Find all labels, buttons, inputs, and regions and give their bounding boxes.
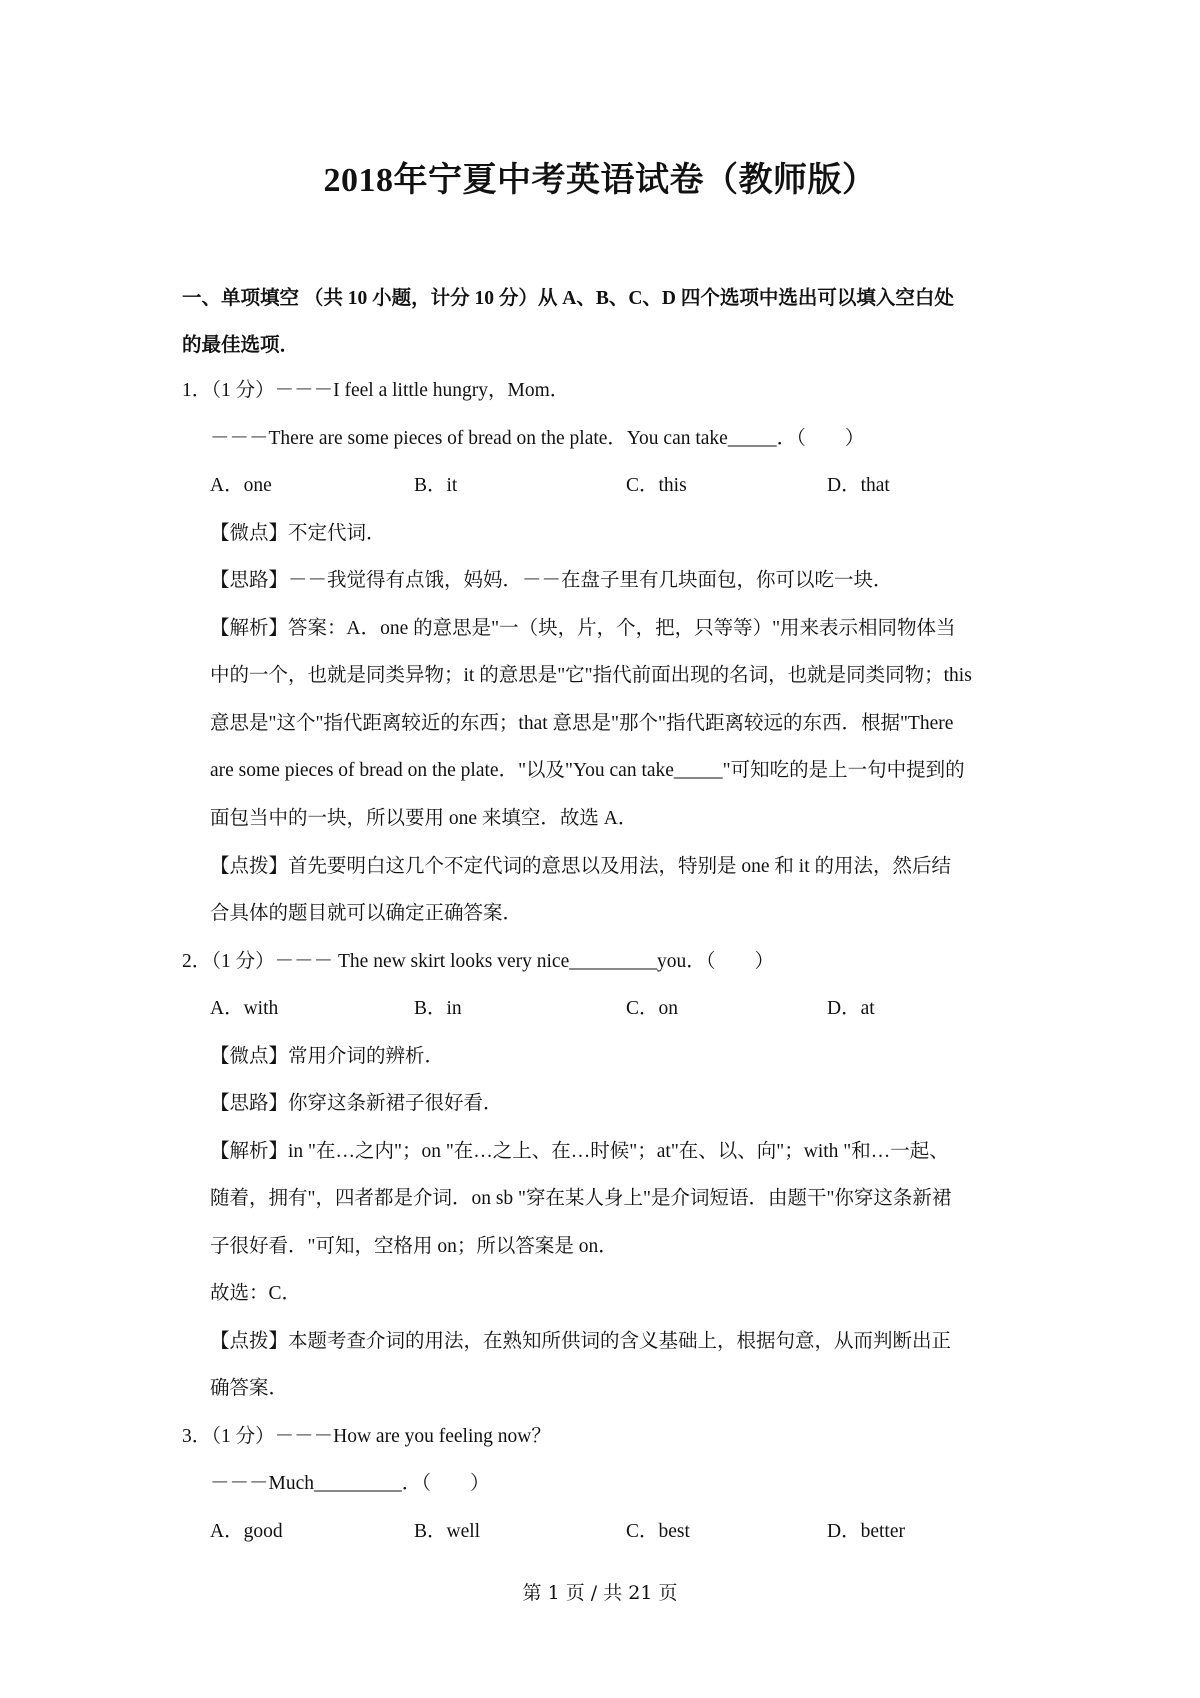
q3-option-a: A．good <box>210 1521 283 1542</box>
q2-jiexi-line-1: 【解析】in "在…之内"；on "在…之上、在…时候"；at"在、以、向"；with "和…一起、 <box>210 1141 949 1162</box>
q2-dianbo-line-1: 【点拨】本题考查介词的用法，在熟知所供词的含义基础上，根据句意，从而判断出正 <box>210 1331 952 1352</box>
q1-jiexi-line-1: 【解析】答案：A．one 的意思是"一（块，片，个，把，只等等）"用来表示相同物体当 <box>210 618 956 639</box>
q1-option-c: C．this <box>626 475 687 496</box>
q1-jiexi-line-5: 面包当中的一块，所以要用 one 来填空．故选 A． <box>210 808 638 829</box>
q1-option-a: A．one <box>210 475 272 496</box>
q2-stem-line-1: 2．（1 分）－－－ The new skirt looks very nice_________you．（ ） <box>182 951 774 972</box>
q2-silu: 【思路】你穿这条新裙子很好看． <box>210 1093 503 1114</box>
q3-stem-line-2: －－－Much_________．（ ） <box>210 1473 490 1494</box>
q2-jiexi-line-2: 随着，拥有"，四者都是介词．on sb "穿在某人身上"是介词短语．由题干"你穿这条新裙 <box>210 1188 952 1209</box>
q1-dianbo-line-1: 【点拨】首先要明白这几个不定代词的意思以及用法，特别是 one 和 it 的用法，然后结 <box>210 856 951 877</box>
q2-dianbo-line-2: 确答案． <box>210 1378 289 1399</box>
q1-dianbo-line-2: 合具体的题目就可以确定正确答案． <box>210 903 523 924</box>
q1-jiexi-line-3: 意思是"这个"指代距离较近的东西；that 意思是"那个"指代距离较远的东西．根据"There <box>210 713 954 734</box>
q1-jiexi-line-2: 中的一个，也就是同类异物；it 的意思是"它"指代前面出现的名词，也就是同类同物；this <box>210 665 972 686</box>
q2-jiexi-line-3: 子很好看．"可知，空格用 on；所以答案是 on． <box>210 1236 618 1257</box>
q2-jiexi-line-4: 故选：C． <box>210 1283 302 1304</box>
q2-option-a: A．with <box>210 998 279 1019</box>
page-number-footer: 第 1 页 / 共 21 页 <box>522 1582 678 1604</box>
q3-option-d: D．better <box>827 1521 905 1542</box>
q3-stem-line-1: 3．（1 分）－－－How are you feeling now？ <box>182 1426 551 1447</box>
q3-option-c: C．best <box>626 1521 690 1542</box>
q1-stem-line-1: 1．（1 分）－－－I feel a little hungry，Mom． <box>182 380 570 401</box>
q1-silu: 【思路】－－我觉得有点饿，妈妈．－－在盘子里有几块面包，你可以吃一块． <box>210 570 893 591</box>
q2-option-d: D．at <box>827 998 875 1019</box>
q2-weidian: 【微点】常用介词的辨析． <box>210 1046 445 1067</box>
page-title: 2018年宁夏中考英语试卷（教师版） <box>323 162 877 199</box>
q1-option-b: B．it <box>414 475 458 496</box>
section-heading-line-1: 一、单项填空 （共 10 小题，计分 10 分）从 A、B、C、D 四个选项中选出可以填入空白处 <box>182 288 954 309</box>
q2-option-b: B．in <box>414 998 462 1019</box>
section-heading-line-2: 的最佳选项． <box>182 335 300 356</box>
q1-jiexi-line-4: are some pieces of bread on the plate．"以及"You can take_____"可知吃的是上一句中提到的 <box>210 760 965 781</box>
q1-weidian: 【微点】不定代词． <box>210 523 386 544</box>
q2-option-c: C．on <box>626 998 679 1019</box>
q1-option-d: D．that <box>827 475 890 496</box>
q1-stem-line-2: －－－There are some pieces of bread on the plate．You can take_____．（ ） <box>210 428 865 449</box>
q3-option-b: B．well <box>414 1521 481 1542</box>
